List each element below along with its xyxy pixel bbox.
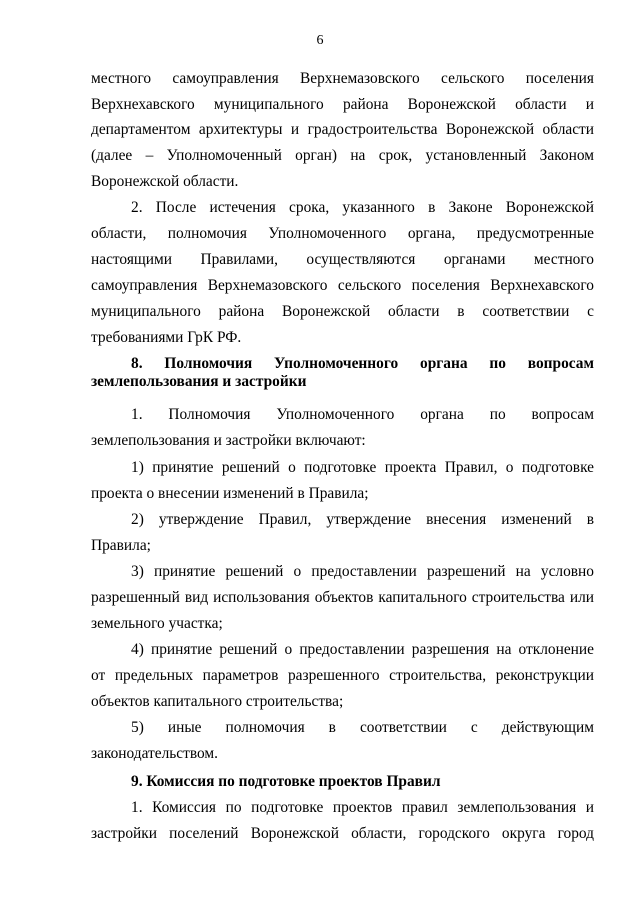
text-line: самоуправления Верхнемазовского сельского поселения Верхнехавского <box>91 277 594 294</box>
text-line: законодательством. <box>91 745 219 762</box>
section-heading-line: 8. Полномочия Уполномоченного органа по вопросам <box>131 355 594 372</box>
text-line: области, полномочия Уполномоченного органа, предусмотренные <box>91 225 594 242</box>
text-line: департаментом архитектуры и градостроительства Воронежской области <box>91 121 594 138</box>
text-line: землепользования и застройки включают: <box>91 432 366 449</box>
text-line: 3) принятие решений о предоставлении разрешений на условно <box>131 563 594 580</box>
text-line: местного самоуправления Верхнемазовского сельского поселения <box>91 70 594 87</box>
text-line: муниципального района Воронежской области в соответствии с <box>91 303 594 320</box>
text-line: объектов капитального строительства; <box>91 693 344 710</box>
text-line: настоящими Правилами, осуществляются органами местного <box>91 251 594 268</box>
text-line: 1. Полномочия Уполномоченного органа по вопросам <box>131 406 594 423</box>
text-line: Правила; <box>91 537 151 554</box>
text-line: разрешенный вид использования объектов капитального строительства или <box>91 589 594 606</box>
text-line: Верхнехавского муниципального района Воронежской области и <box>91 96 594 113</box>
section-heading-line: 9. Комиссия по подготовке проектов Правил <box>131 773 441 790</box>
text-line: 4) принятие решений о предоставлении разрешения на отклонение <box>131 641 594 658</box>
page-number: 6 <box>316 33 324 48</box>
text-line: застройки поселений Воронежской области, городского округа город <box>91 825 594 842</box>
text-line: 2) утверждение Правил, утверждение внесения изменений в <box>131 511 594 528</box>
text-line: Воронежской области. <box>91 173 239 190</box>
text-line: (далее – Уполномоченный орган) на срок, установленный Законом <box>91 147 594 164</box>
text-line: требованиями ГрК РФ. <box>91 329 242 346</box>
text-line: земельного участка; <box>91 615 223 632</box>
section-heading-line: землепользования и застройки <box>91 373 307 390</box>
text-line: 1. Комиссия по подготовке проектов правил землепользования и <box>131 799 594 816</box>
text-line: проекта о внесении изменений в Правила; <box>91 485 369 502</box>
text-line: 2. После истечения срока, указанного в Законе Воронежской <box>131 199 594 216</box>
text-line: 1) принятие решений о подготовке проекта Правил, о подготовке <box>131 459 594 476</box>
text-line: 5) иные полномочия в соответствии с действующим <box>131 719 594 736</box>
text-line: от предельных параметров разрешенного строительства, реконструкции <box>91 667 594 684</box>
